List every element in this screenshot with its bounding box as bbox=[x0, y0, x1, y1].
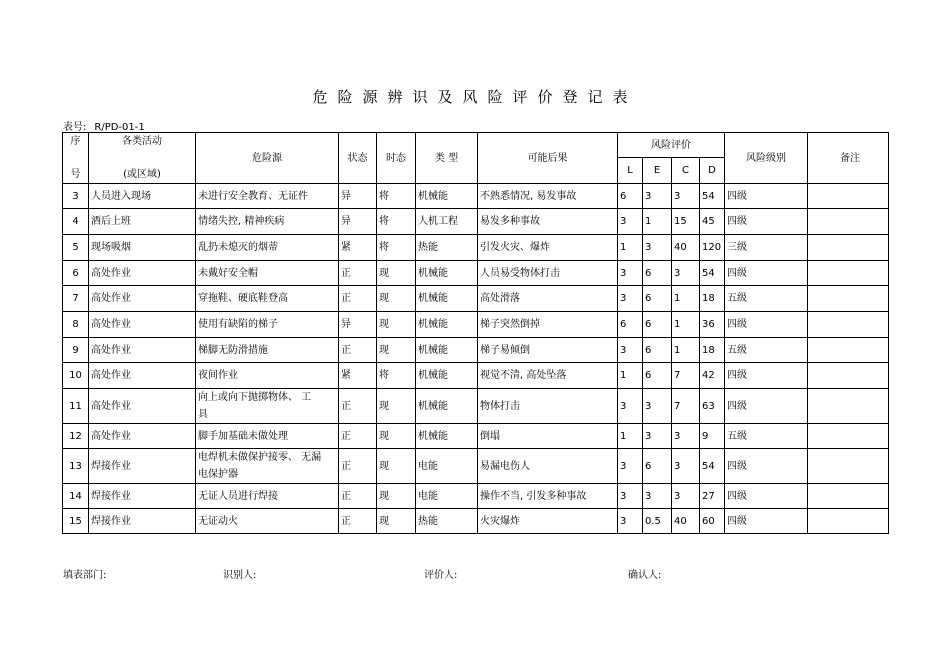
header-remark-a: 备 bbox=[840, 152, 850, 164]
row-d: 45 bbox=[700, 209, 725, 235]
row-remark bbox=[808, 184, 889, 209]
row-l: 3 bbox=[618, 338, 643, 363]
row-type: 机械能 bbox=[416, 338, 478, 363]
row-tense: 现 bbox=[377, 312, 416, 338]
row-state: 正 bbox=[339, 424, 377, 449]
row-hazard: 乱扔未熄灭的烟蒂 bbox=[196, 235, 339, 261]
row-level: 四级 bbox=[725, 209, 808, 235]
footer-dept: 填表部门: bbox=[63, 570, 107, 581]
row-level: 四级 bbox=[725, 389, 808, 424]
row-hazard bbox=[196, 449, 339, 484]
row-seq: 4 bbox=[63, 209, 89, 235]
row-activity: 高处作业 bbox=[89, 338, 196, 363]
row-hazard-line1: 向上或向下抛掷物体、 工 bbox=[198, 392, 312, 403]
row-remark bbox=[808, 338, 889, 363]
row-activity: 现场吸烟 bbox=[89, 235, 196, 261]
row-l: 1 bbox=[618, 363, 643, 389]
row-c: 15 bbox=[672, 209, 700, 235]
header-c: C bbox=[672, 158, 700, 184]
header-remark bbox=[808, 133, 889, 184]
hazard-register-table bbox=[62, 132, 889, 534]
table-row bbox=[63, 509, 889, 534]
row-consequence: 引发火灾、爆炸 bbox=[478, 235, 618, 261]
row-tense: 现 bbox=[377, 286, 416, 312]
row-l: 3 bbox=[618, 449, 643, 484]
header-tense: 时态 bbox=[377, 133, 416, 184]
header-seq-top: 序 bbox=[70, 136, 81, 147]
row-tense: 将 bbox=[377, 235, 416, 261]
row-hazard: 无证动火 bbox=[196, 509, 339, 534]
row-type: 机械能 bbox=[416, 424, 478, 449]
row-state: 异 bbox=[339, 209, 377, 235]
row-e: 6 bbox=[643, 286, 672, 312]
row-e: 0.5 bbox=[643, 509, 672, 534]
row-c: 3 bbox=[672, 484, 700, 509]
row-hazard: 未进行安全教育、无证件 bbox=[196, 184, 339, 209]
row-level: 五级 bbox=[725, 286, 808, 312]
row-remark bbox=[808, 235, 889, 261]
row-c: 3 bbox=[672, 424, 700, 449]
row-state: 紧 bbox=[339, 235, 377, 261]
row-hazard bbox=[196, 389, 339, 424]
footer-confirmer: 确认人: bbox=[628, 570, 662, 581]
row-c: 1 bbox=[672, 312, 700, 338]
table-row bbox=[63, 286, 889, 312]
table-row bbox=[63, 261, 889, 286]
row-hazard: 梯脚无防滑措施 bbox=[196, 338, 339, 363]
row-activity: 高处作业 bbox=[89, 363, 196, 389]
row-type: 人机工程 bbox=[416, 209, 478, 235]
row-d: 18 bbox=[700, 338, 725, 363]
row-consequence: 视觉不清, 高处坠落 bbox=[478, 363, 618, 389]
row-level: 四级 bbox=[725, 509, 808, 534]
row-e: 6 bbox=[643, 261, 672, 286]
row-l: 3 bbox=[618, 286, 643, 312]
row-seq: 9 bbox=[63, 338, 89, 363]
header-state: 状态 bbox=[339, 133, 377, 184]
header-risk-level: 风险级别 bbox=[725, 133, 808, 184]
row-consequence: 梯子易倾倒 bbox=[478, 338, 618, 363]
row-l: 6 bbox=[618, 184, 643, 209]
row-tense: 现 bbox=[377, 449, 416, 484]
row-tense: 将 bbox=[377, 184, 416, 209]
row-l: 1 bbox=[618, 424, 643, 449]
row-remark bbox=[808, 484, 889, 509]
row-state: 正 bbox=[339, 509, 377, 534]
row-state: 异 bbox=[339, 312, 377, 338]
table-body bbox=[63, 184, 889, 534]
row-level: 四级 bbox=[725, 312, 808, 338]
header-type: 类 型 bbox=[416, 133, 478, 184]
table-row bbox=[63, 209, 889, 235]
row-level: 四级 bbox=[725, 184, 808, 209]
header-risk-eval: 风险评价 bbox=[618, 133, 725, 158]
row-consequence: 不熟悉情况, 易发事故 bbox=[478, 184, 618, 209]
header-activity-top: 各类活动 bbox=[122, 136, 162, 147]
row-level: 四级 bbox=[725, 261, 808, 286]
row-seq: 3 bbox=[63, 184, 89, 209]
row-level: 四级 bbox=[725, 484, 808, 509]
row-d: 60 bbox=[700, 509, 725, 534]
row-d: 54 bbox=[700, 261, 725, 286]
row-remark bbox=[808, 363, 889, 389]
row-e: 6 bbox=[643, 312, 672, 338]
row-e: 6 bbox=[643, 338, 672, 363]
row-remark bbox=[808, 261, 889, 286]
row-c: 3 bbox=[672, 184, 700, 209]
form-number-label: 表号: bbox=[63, 122, 87, 133]
row-e: 3 bbox=[643, 184, 672, 209]
row-e: 3 bbox=[643, 235, 672, 261]
header-seq bbox=[63, 133, 89, 184]
row-d: 54 bbox=[700, 184, 725, 209]
row-activity: 高处作业 bbox=[89, 424, 196, 449]
row-activity: 人员进入现场 bbox=[89, 184, 196, 209]
row-tense: 现 bbox=[377, 389, 416, 424]
row-hazard: 脚手加基础未做处理 bbox=[196, 424, 339, 449]
row-activity: 高处作业 bbox=[89, 389, 196, 424]
row-remark bbox=[808, 209, 889, 235]
row-state: 正 bbox=[339, 389, 377, 424]
row-state: 紧 bbox=[339, 363, 377, 389]
row-l: 3 bbox=[618, 389, 643, 424]
row-type: 热能 bbox=[416, 235, 478, 261]
row-level: 三级 bbox=[725, 235, 808, 261]
header-l: L bbox=[618, 158, 643, 184]
row-hazard: 使用有缺陷的梯子 bbox=[196, 312, 339, 338]
row-consequence: 梯子突然倒掉 bbox=[478, 312, 618, 338]
row-state: 正 bbox=[339, 449, 377, 484]
row-consequence: 易漏电伤人 bbox=[478, 449, 618, 484]
header-consequence: 可能后果 bbox=[478, 133, 618, 184]
row-state: 正 bbox=[339, 338, 377, 363]
row-level: 四级 bbox=[725, 449, 808, 484]
row-l: 3 bbox=[618, 484, 643, 509]
row-d: 18 bbox=[700, 286, 725, 312]
row-type: 电能 bbox=[416, 449, 478, 484]
row-activity: 高处作业 bbox=[89, 312, 196, 338]
row-remark bbox=[808, 286, 889, 312]
row-seq: 6 bbox=[63, 261, 89, 286]
row-consequence: 人员易受物体打击 bbox=[478, 261, 618, 286]
row-activity: 焊接作业 bbox=[89, 449, 196, 484]
row-c: 3 bbox=[672, 449, 700, 484]
row-hazard: 未戴好安全帽 bbox=[196, 261, 339, 286]
row-activity: 焊接作业 bbox=[89, 484, 196, 509]
table-row bbox=[63, 484, 889, 509]
row-type: 机械能 bbox=[416, 363, 478, 389]
header-hazard: 危险源 bbox=[196, 133, 339, 184]
row-e: 3 bbox=[643, 424, 672, 449]
row-hazard-line1: 电焊机未做保护接零、 无漏 bbox=[198, 452, 322, 463]
row-type: 机械能 bbox=[416, 184, 478, 209]
row-consequence: 操作不当, 引发多种事故 bbox=[478, 484, 618, 509]
row-hazard: 夜间作业 bbox=[196, 363, 339, 389]
row-seq: 5 bbox=[63, 235, 89, 261]
row-consequence: 火灾爆炸 bbox=[478, 509, 618, 534]
row-remark bbox=[808, 424, 889, 449]
header-activity-bottom: (或区域) bbox=[123, 169, 161, 180]
row-c: 40 bbox=[672, 509, 700, 534]
row-d: 9 bbox=[700, 424, 725, 449]
row-seq: 8 bbox=[63, 312, 89, 338]
row-e: 3 bbox=[643, 484, 672, 509]
table-row bbox=[63, 424, 889, 449]
row-seq: 12 bbox=[63, 424, 89, 449]
row-d: 63 bbox=[700, 389, 725, 424]
row-hazard: 穿拖鞋、硬底鞋登高 bbox=[196, 286, 339, 312]
row-consequence: 倒塌 bbox=[478, 424, 618, 449]
row-type: 机械能 bbox=[416, 286, 478, 312]
row-state: 异 bbox=[339, 184, 377, 209]
table-row bbox=[63, 389, 889, 424]
row-level: 五级 bbox=[725, 424, 808, 449]
row-l: 1 bbox=[618, 235, 643, 261]
row-d: 36 bbox=[700, 312, 725, 338]
document-title: 危险源辨识及风险评价登记表 bbox=[312, 88, 638, 106]
row-tense: 现 bbox=[377, 424, 416, 449]
footer-evaluator: 评价人: bbox=[424, 570, 458, 581]
row-e: 6 bbox=[643, 449, 672, 484]
row-consequence: 高处滑落 bbox=[478, 286, 618, 312]
row-seq: 15 bbox=[63, 509, 89, 534]
row-activity: 焊接作业 bbox=[89, 509, 196, 534]
row-remark bbox=[808, 449, 889, 484]
form-number bbox=[63, 118, 145, 133]
header-e: E bbox=[643, 158, 672, 184]
row-consequence: 易发多种事故 bbox=[478, 209, 618, 235]
row-l: 3 bbox=[618, 209, 643, 235]
row-type: 机械能 bbox=[416, 261, 478, 286]
row-activity: 酒后上班 bbox=[89, 209, 196, 235]
row-d: 54 bbox=[700, 449, 725, 484]
row-type: 机械能 bbox=[416, 389, 478, 424]
row-e: 3 bbox=[643, 389, 672, 424]
row-l: 6 bbox=[618, 312, 643, 338]
row-c: 1 bbox=[672, 338, 700, 363]
row-seq: 11 bbox=[63, 389, 89, 424]
row-l: 3 bbox=[618, 509, 643, 534]
table-row bbox=[63, 184, 889, 209]
table-row bbox=[63, 449, 889, 484]
form-number-value: R/PD-01-1 bbox=[94, 122, 145, 133]
row-level: 五级 bbox=[725, 338, 808, 363]
row-activity: 高处作业 bbox=[89, 286, 196, 312]
row-state: 正 bbox=[339, 261, 377, 286]
header-d: D bbox=[700, 158, 725, 184]
table-row bbox=[63, 338, 889, 363]
row-hazard: 情绪失控, 精神疾病 bbox=[196, 209, 339, 235]
row-state: 正 bbox=[339, 286, 377, 312]
row-type: 电能 bbox=[416, 484, 478, 509]
row-level: 四级 bbox=[725, 363, 808, 389]
row-hazard: 无证人员进行焊接 bbox=[196, 484, 339, 509]
row-consequence: 物体打击 bbox=[478, 389, 618, 424]
row-activity: 高处作业 bbox=[89, 261, 196, 286]
row-remark bbox=[808, 389, 889, 424]
row-hazard-line2: 具 bbox=[198, 409, 208, 420]
row-tense: 将 bbox=[377, 209, 416, 235]
row-c: 3 bbox=[672, 261, 700, 286]
row-type: 机械能 bbox=[416, 312, 478, 338]
row-c: 1 bbox=[672, 286, 700, 312]
table-row bbox=[63, 235, 889, 261]
footer-identifier: 识别人: bbox=[223, 570, 257, 581]
row-c: 7 bbox=[672, 363, 700, 389]
row-e: 1 bbox=[643, 209, 672, 235]
header-activity bbox=[89, 133, 196, 184]
row-seq: 7 bbox=[63, 286, 89, 312]
row-type: 热能 bbox=[416, 509, 478, 534]
header-remark-b: 注 bbox=[850, 152, 860, 164]
row-tense: 现 bbox=[377, 261, 416, 286]
row-remark bbox=[808, 312, 889, 338]
row-tense: 现 bbox=[377, 509, 416, 534]
row-tense: 现 bbox=[377, 484, 416, 509]
row-d: 120 bbox=[700, 235, 725, 261]
row-e: 6 bbox=[643, 363, 672, 389]
row-c: 7 bbox=[672, 389, 700, 424]
row-c: 40 bbox=[672, 235, 700, 261]
row-seq: 13 bbox=[63, 449, 89, 484]
table-row bbox=[63, 363, 889, 389]
row-seq: 14 bbox=[63, 484, 89, 509]
row-state: 正 bbox=[339, 484, 377, 509]
row-d: 27 bbox=[700, 484, 725, 509]
row-tense: 将 bbox=[377, 363, 416, 389]
row-d: 42 bbox=[700, 363, 725, 389]
row-remark bbox=[808, 509, 889, 534]
row-hazard-line2: 电保护器 bbox=[198, 469, 238, 480]
table-row bbox=[63, 312, 889, 338]
row-seq: 10 bbox=[63, 363, 89, 389]
row-tense: 现 bbox=[377, 338, 416, 363]
header-seq-bottom: 号 bbox=[70, 169, 81, 180]
row-l: 3 bbox=[618, 261, 643, 286]
